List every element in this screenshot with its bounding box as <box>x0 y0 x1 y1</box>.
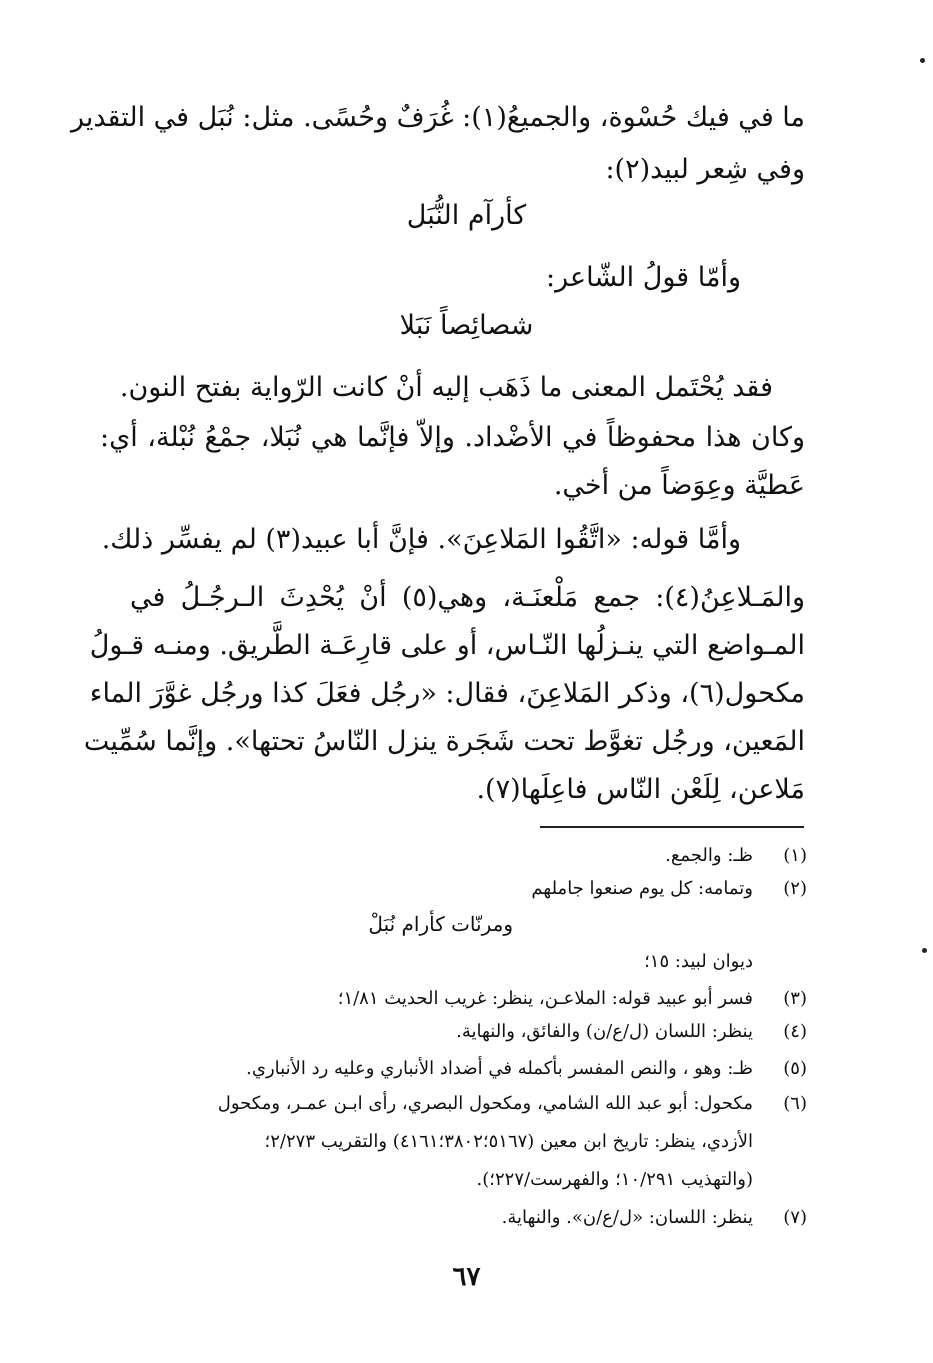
footnote-text: فسر أبو عبيد قوله: الملاعـن، ينظر: غريب الحديث ١/٨١؛ <box>337 988 753 1009</box>
scan-speck <box>922 948 927 953</box>
footnote-6-cont-2: (والتهذيب ١٠/٢٩١؛ والفهرست/٢٢٧؛). <box>476 1169 753 1190</box>
footnote-text: ظـ: والجمع. <box>665 845 753 866</box>
footnote-text: ينظر: اللسان: «ل/ع/ن». والنهاية. <box>501 1207 753 1228</box>
body-line-9: المـواضع التي ينـزلُها النّـاس، أو على قارِعَـة الطَّريق. ومنـه قـولُ <box>89 630 805 661</box>
footnote-6 <box>218 1090 807 1118</box>
body-line-4: فقد يُحْتَمل المعنى ما ذَهَب إليه أنْ كانت الرّواية بفتح النون. <box>119 372 773 403</box>
body-line-1: ما في فيك حُسْوة، والجميعُ(١): غُرَفٌ وحُسًى. مثل: نُبَل في التقدير <box>70 102 805 133</box>
footnote-text: مكحول: أبو عبد الله الشامي، ومكحول البصري، رأى ابـن عمـر، ومكحول <box>217 1093 753 1114</box>
body-line-5: وكان هذا محفوظاً في الأضْداد. وإلاّ فإنَّما هي نُبَلا، جمْعُ نُبْلة، أي: <box>100 422 805 453</box>
footnote-2 <box>531 875 807 903</box>
body-line-12: مَلاعن، لِلَعْن النّاس فاعِلَها(٧). <box>476 774 805 805</box>
footnote-1 <box>665 842 807 870</box>
verse-1: كأرآم النُّبَل <box>406 200 527 231</box>
footnote-number: (٧) <box>783 1207 807 1228</box>
body-line-10: مكحول(٦)، وذكر المَلاعِنَ، فقال: «رجُل فعَلَ كذا ورجُل غوَّرَ الماء <box>89 678 805 709</box>
body-line-2: وفي شِعر لبيد(٢): <box>605 154 805 185</box>
footnote-number: (١) <box>783 845 807 866</box>
footnote-2-verse: ومرنّات كأرام نُبَلْ <box>368 912 513 936</box>
body-line-3: وأمّا قولُ الشّاعر: <box>545 262 741 293</box>
footnote-number: (٢) <box>783 878 807 899</box>
footnote-3 <box>338 985 807 1013</box>
footnote-number: (٣) <box>783 988 807 1009</box>
scan-speck <box>920 58 925 63</box>
footnote-2-source: ديوان لبيد: ١٥؛ <box>644 951 753 972</box>
footnote-number: (٥) <box>783 1058 807 1079</box>
footnote-text: ظـ: وهو ، والنص المفسر بأكمله في أضداد الأنباري وعليه رد الأنباري. <box>246 1058 753 1079</box>
footnote-number: (٤) <box>783 1021 807 1042</box>
footnote-7 <box>502 1204 807 1232</box>
footnote-divider <box>540 826 804 828</box>
footnote-5 <box>246 1055 807 1083</box>
body-line-7: وأمَّا قوله: «اتَّقُوا المَلاعِنَ». فإنَّ أبا عبيد(٣) لم يفسِّر ذلك. <box>101 524 741 555</box>
footnote-text: وتمامه: كل يوم صنعوا جاملهم <box>531 878 753 899</box>
footnote-4 <box>456 1018 807 1046</box>
footnote-6-cont-1: الأزدي، ينظر: تاريخ ابن معين (٥١٦٧؛٣٨٠٢؛٤١٦١) والتقريب ٢/٢٧٣؛ <box>264 1131 753 1152</box>
page-number: ٦٧ <box>452 1262 481 1292</box>
body-line-8: والمَـلاعِنُ(٤): جمع مَلْعنَـة، وهي(٥) أنْ يُحْدِثَ الـرجُـلُ في <box>130 582 805 613</box>
body-line-6: عَطيَّة وعِوَضاً من أخي. <box>553 470 805 501</box>
footnote-text: ينظر: اللسان (ل/ع/ن) والفائق، والنهاية. <box>456 1021 753 1042</box>
verse-2: شصائِصاً نَبَلا <box>399 310 534 341</box>
body-line-11: المَعين، ورجُل تغوَّط تحت شَجَرة ينزل النّاسُ تحتها». وإنَّما سُمِّيت <box>83 726 805 757</box>
footnote-number: (٦) <box>783 1093 807 1114</box>
